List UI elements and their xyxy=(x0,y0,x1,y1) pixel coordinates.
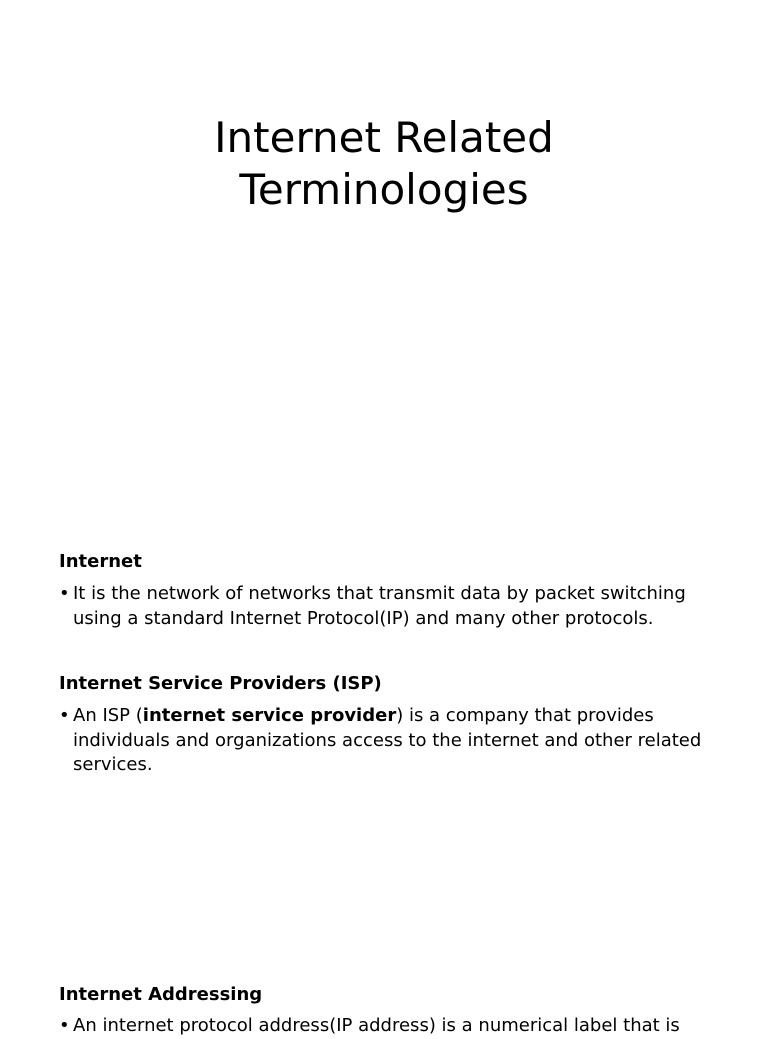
bullet-mark: • xyxy=(59,705,70,726)
bullet-text: It is the network of networks that transmit data by packet switching using a standard Internet Protocol(IP) and many other protocols. xyxy=(73,583,686,629)
bullet-text xyxy=(73,704,719,778)
bullet-isp xyxy=(59,704,719,778)
heading-internet: Internet xyxy=(59,551,142,572)
slide-title-line-1: Internet Related xyxy=(214,113,554,162)
bullet-internet xyxy=(59,582,719,631)
heading-isp: Internet Service Providers (ISP) xyxy=(59,673,382,694)
bullet-text-bold: internet service provider xyxy=(142,705,397,726)
bullet-mark: • xyxy=(59,1015,70,1036)
bullet-text: An internet protocol address(IP address) is a numerical label that is xyxy=(73,1015,680,1036)
bullet-internet-addressing xyxy=(59,1014,719,1039)
bullet-text-prefix: An ISP ( xyxy=(73,705,143,726)
bullet-mark: • xyxy=(59,583,70,604)
slide-title xyxy=(0,112,768,216)
slide-title-line-2: Terminologies xyxy=(239,165,529,214)
bullet-text-suffix: ) is a company that provides individuals and organizations access to the internet and other related services. xyxy=(73,705,702,775)
heading-internet-addressing: Internet Addressing xyxy=(59,984,263,1005)
